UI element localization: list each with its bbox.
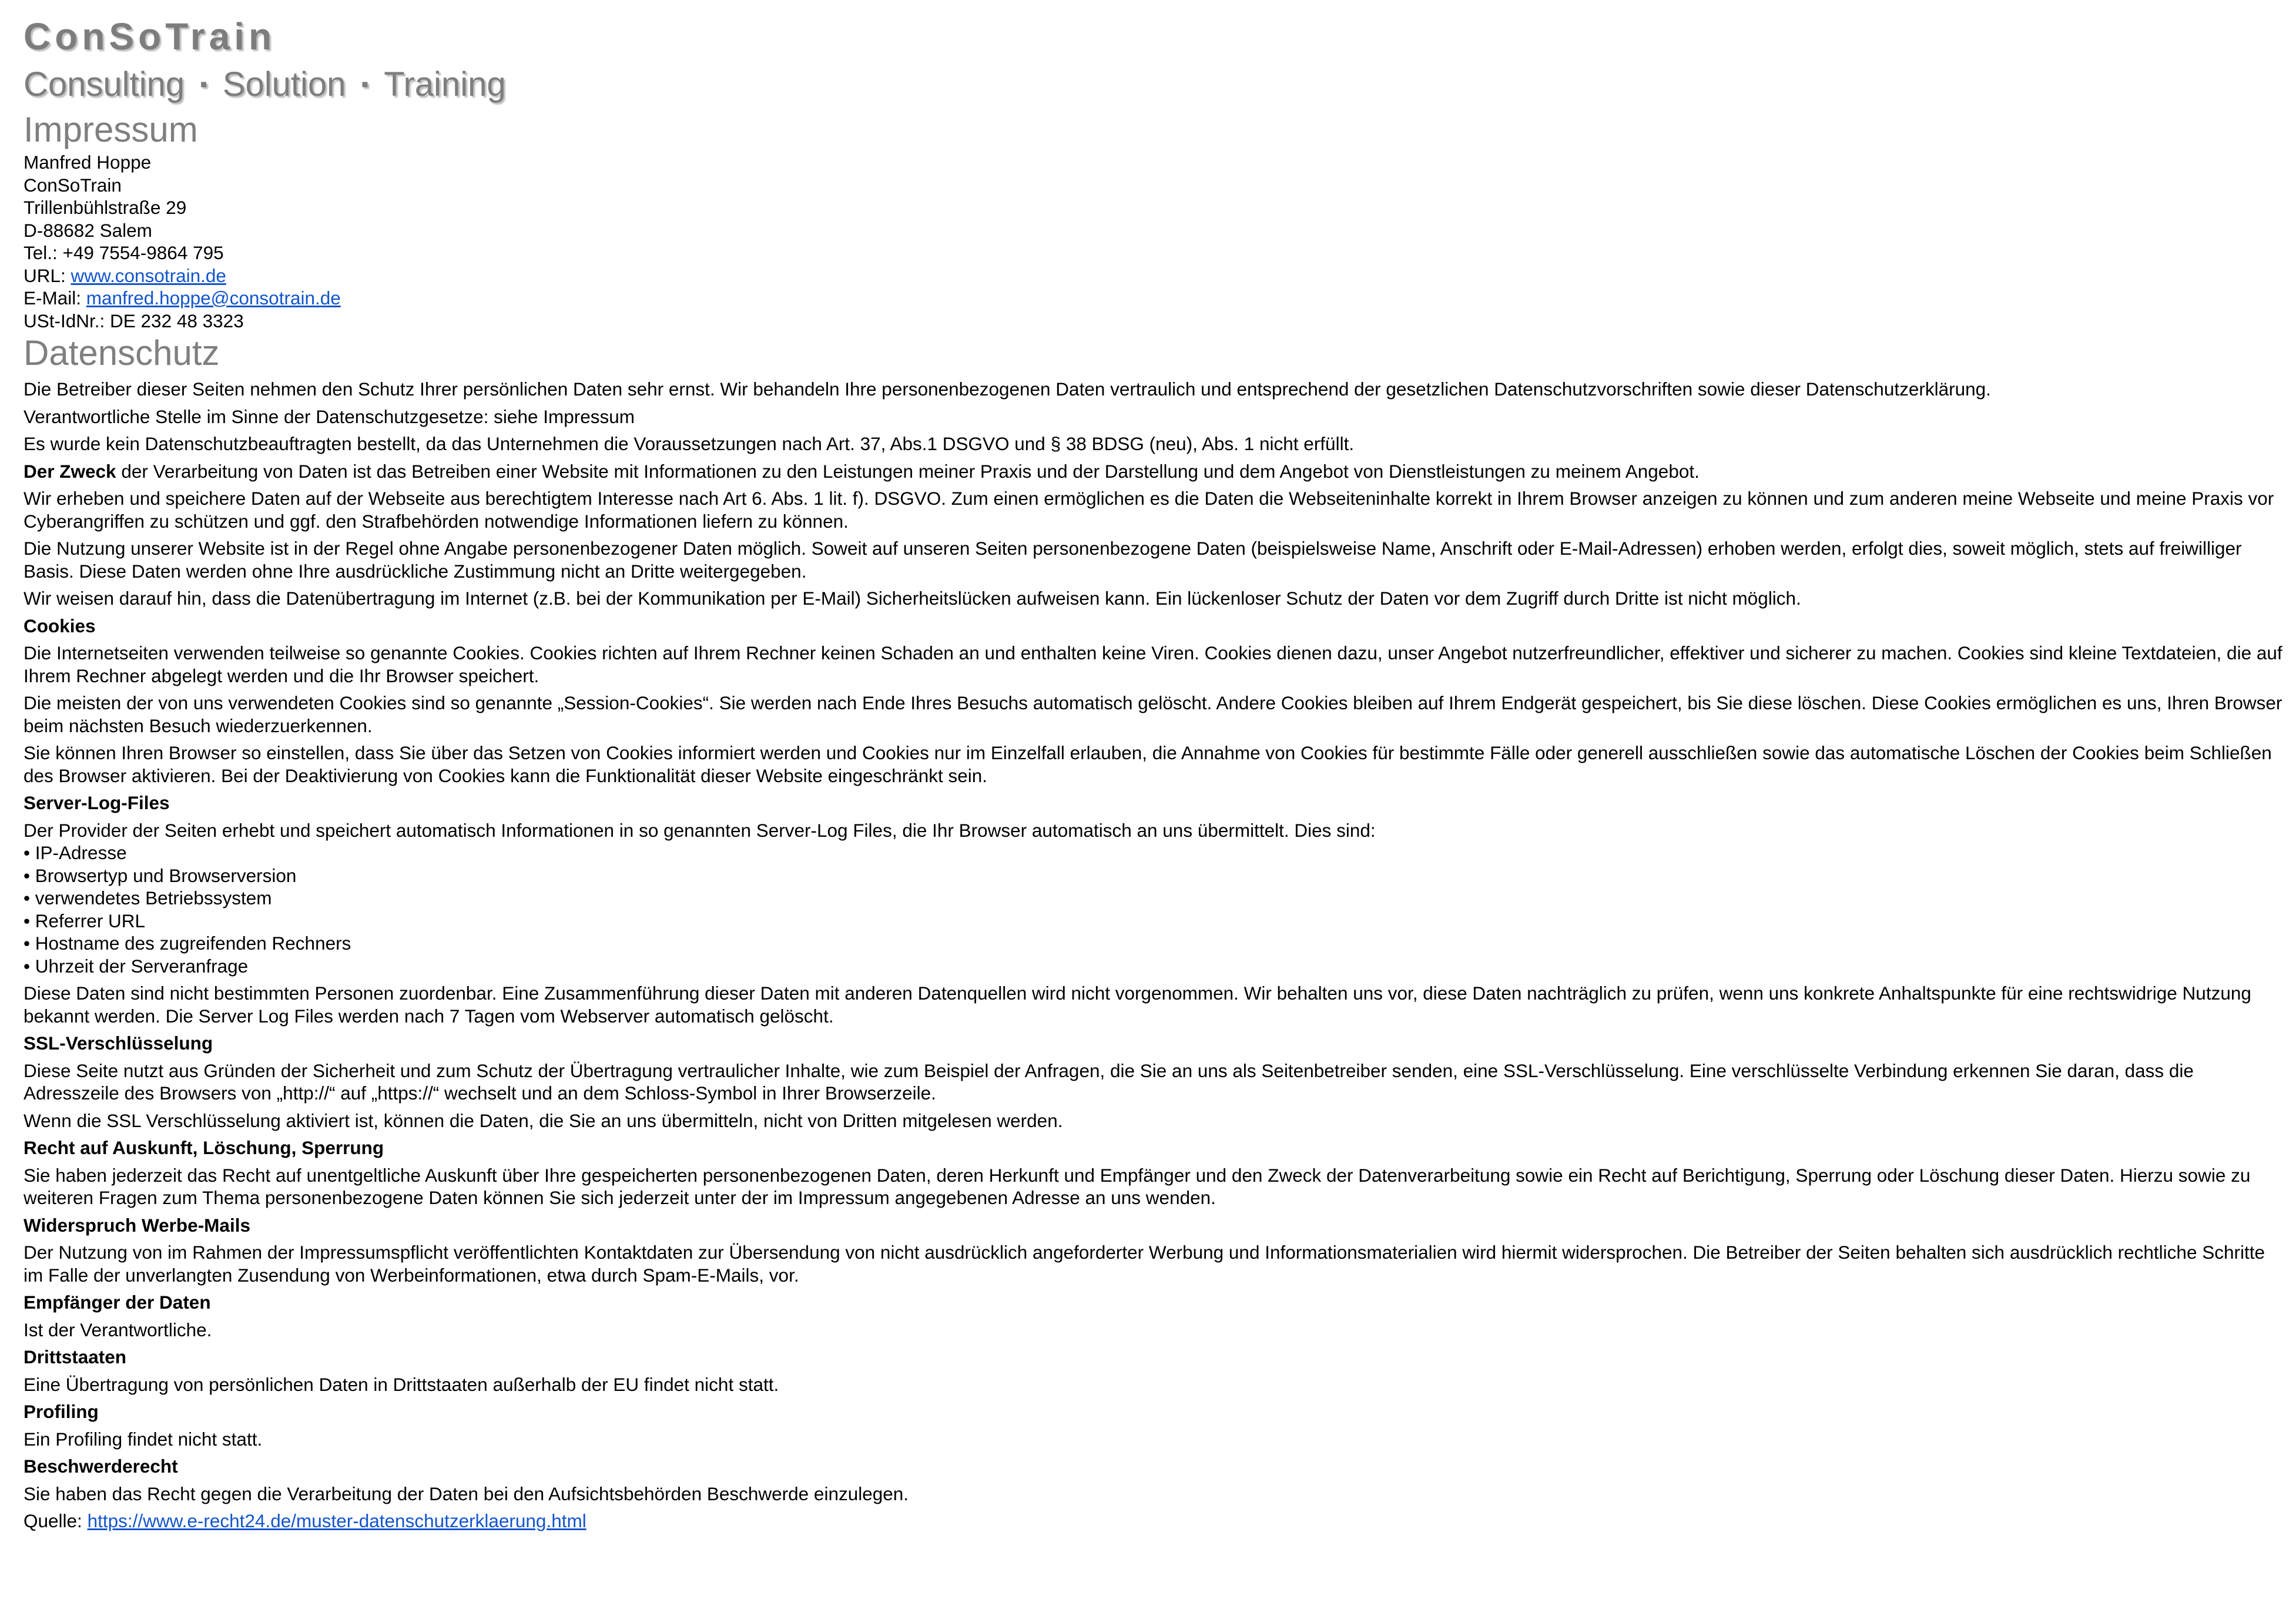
impressum-title: Impressum bbox=[24, 110, 198, 149]
source-link[interactable]: https://www.e-recht24.de/muster-datenschutzerklaerung.html bbox=[87, 1510, 586, 1531]
impressum-block bbox=[24, 151, 2286, 332]
impressum-street: Trillenbühlstraße 29 bbox=[24, 197, 187, 218]
list-item: • IP-Adresse bbox=[24, 842, 127, 863]
impressum-company: ConSoTrain bbox=[24, 174, 122, 196]
list-item: • verwendetes Betriebssystem bbox=[24, 887, 272, 908]
impressum-url-row bbox=[24, 264, 2286, 287]
page bbox=[24, 13, 2286, 1533]
impressum-phone: Tel.: +49 7554-9864 795 bbox=[24, 242, 224, 263]
list-item: • Browsertyp und Browserversion bbox=[24, 864, 297, 886]
list-item: • Referrer URL bbox=[24, 910, 146, 931]
server-logs-heading: Server-Log-Files bbox=[24, 792, 170, 813]
tagline-separator: ▪ bbox=[361, 72, 369, 96]
privacy-intro-paragraph: Die Betreiber dieser Seiten nehmen den Schutz Ihrer persönlichen Daten sehr ernst. Wir behandeln Ihre personenbezogenen Daten vertraulich und entsprechend der gesetzlichen Datenschutzvorschriften sowie dieser Datenschutzerklärung. bbox=[24, 378, 1991, 400]
rights-heading: Recht auf Auskunft, Löschung, Sperrung bbox=[24, 1137, 384, 1158]
profiling-paragraph: Ein Profiling findet nicht statt. bbox=[24, 1428, 263, 1450]
impressum-city: D-88682 Salem bbox=[24, 219, 152, 241]
ssl-paragraph: Wenn die SSL Verschlüsselung aktiviert ist, können die Daten, die Sie an uns übermitteln, nicht von Dritten mitgelesen werden. bbox=[24, 1109, 1063, 1131]
recipient-heading: Empfänger der Daten bbox=[24, 1292, 211, 1313]
tagline-training: Training bbox=[384, 65, 506, 103]
complaint-heading: Beschwerderecht bbox=[24, 1456, 178, 1477]
website-link[interactable]: www.consotrain.de bbox=[71, 264, 226, 286]
datenschutz-title: Datenschutz bbox=[24, 333, 220, 373]
legitimate-interest-paragraph: Wir erheben und speichere Daten auf der Webseite aus berechtigtem Interesse nach Art 6. Abs. 1 lit. f). DSGVO. Zum einen ermöglichen es die Daten die Webseiteninhalte korrekt in Ihrem Browser anzeigen zu können und zum anderen meine Webseite und meine Praxis vor Cyberangriffen zu schützen und ggf. den Strafbehörden notwendige Informationen liefern zu können. bbox=[24, 488, 2274, 532]
security-gap-paragraph: Wir weisen darauf hin, dass die Datenübertragung im Internet (z.B. bei der Kommunikation per E-Mail) Sicherheitslücken aufweisen kann. Ein lückenloser Schutz der Daten vor dem Zugriff durch Dritte ist nicht möglich. bbox=[24, 588, 1801, 609]
list-item: • Hostname des zugreifenden Rechners bbox=[24, 933, 351, 954]
brand-logo: ConSoTrain bbox=[24, 15, 276, 58]
source-row bbox=[24, 1510, 2286, 1533]
impressum-email-row bbox=[24, 287, 2286, 310]
impressum-name: Manfred Hoppe bbox=[24, 152, 152, 173]
profiling-heading: Profiling bbox=[24, 1401, 99, 1422]
purpose-paragraph bbox=[24, 460, 2286, 483]
tagline-solution: Solution bbox=[222, 65, 346, 103]
rights-paragraph: Sie haben jederzeit das Recht auf unentgeltliche Auskunft über Ihre gespeicherten personenbezogenen Daten, deren Herkunft und Empfänger und den Zweck der Datenverarbeitung sowie ein Recht auf Berichtigung, Sperrung oder Löschung dieser Daten. Hierzu sowie zu weiteren Fragen zum Thema personenbezogene Daten können Sie sich jederzeit unter der im Impressum angegebenen Adresse an uns wenden. bbox=[24, 1164, 2251, 1208]
email-label: E-Mail: bbox=[24, 287, 86, 309]
tagline-consulting: Consulting bbox=[24, 65, 185, 103]
cookies-heading: Cookies bbox=[24, 615, 96, 636]
cookies-paragraph: Die Internetseiten verwenden teilweise so genannte Cookies. Cookies richten auf Ihrem Rechner keinen Schaden an und enthalten keine Viren. Cookies dienen dazu, unser Angebot nutzerfreundlicher, effektiver und sicherer zu machen. Cookies sind kleine Textdateien, die auf Ihrem Rechner abgelegt werden und die Ihr Browser speichert. bbox=[24, 642, 2282, 686]
tagline-separator: ▪ bbox=[200, 72, 207, 96]
server-logs-outro: Diese Daten sind nicht bestimmten Personen zuordenbar. Eine Zusammenführung dieser Daten mit anderen Datenquellen wird nicht vorgenommen. Wir behalten uns vor, diese Daten nachträglich zu prüfen, wenn uns konkrete Anhaltspunkte für eine rechtswidrige Nutzung bekannt werden. Die Server Log Files werden nach 7 Tagen vom Webserver automatisch gelöscht. bbox=[24, 983, 2251, 1027]
ad-mail-heading: Widerspruch Werbe-Mails bbox=[24, 1214, 250, 1236]
cookies-paragraph: Die meisten der von uns verwendeten Cookies sind so genannte „Session-Cookies“. Sie werden nach Ende Ihres Besuchs automatisch gelöscht. Andere Cookies bleiben auf Ihrem Endgerät gespeichert, bis Sie diese löschen. Diese Cookies ermöglichen es uns, Ihren Browser beim nächsten Besuch wiederzuerkennen. bbox=[24, 692, 2282, 736]
ssl-heading: SSL-Verschlüsselung bbox=[24, 1032, 213, 1054]
purpose-text: der Verarbeitung von Daten ist das Betreiben einer Website mit Informationen zu den Leistungen meiner Praxis und der Darstellung und dem Angebot von Dienstleistungen zu meinem Angebot. bbox=[116, 460, 1700, 482]
ssl-paragraph: Diese Seite nutzt aus Gründen der Sicherheit und zum Schutz der Übertragung vertraulicher Inhalte, wie zum Beispiel der Anfragen, die Sie an uns als Seitenbetreiber senden, eine SSL-Verschlüsselung. Eine verschlüsselte Verbindung erkennen Sie daran, dass die Adresszeile des Browsers von „http://“ auf „https://“ wechselt und an dem Schloss-Symbol in Ihrer Browserzeile. bbox=[24, 1060, 2194, 1104]
source-label: Quelle: bbox=[24, 1510, 88, 1531]
usage-paragraph: Die Nutzung unserer Website ist in der Regel ohne Angabe personenbezogener Daten möglich. Soweit auf unseren Seiten personenbezogene Daten (beispielsweise Name, Anschrift oder E-Mail-Adressen) erhoben werden, erfolgt dies, soweit möglich, stets auf freiwilliger Basis. Diese Daten werden ohne Ihre ausdrückliche Zustimmung nicht an Dritte weitergegeben. bbox=[24, 538, 2242, 582]
server-logs-intro: Der Provider der Seiten erhebt und speichert automatisch Informationen in so genannten Server-Log Files, die Ihr Browser automatisch an uns übermittelt. Dies sind: bbox=[24, 819, 1376, 841]
tagline bbox=[24, 60, 2286, 109]
dpo-paragraph: Es wurde kein Datenschutzbeauftragten bestellt, da das Unternehmen die Voraussetzungen nach Art. 37, Abs.1 DSGVO und § 38 BDSG (neu), Abs. 1 nicht erfüllt. bbox=[24, 433, 1355, 454]
recipient-paragraph: Ist der Verantwortliche. bbox=[24, 1319, 212, 1340]
impressum-vat: USt-IdNr.: DE 232 48 3323 bbox=[24, 310, 244, 331]
url-label: URL: bbox=[24, 264, 71, 286]
third-countries-heading: Drittstaaten bbox=[24, 1346, 127, 1367]
server-logs-list bbox=[24, 841, 2286, 977]
purpose-bold: Der Zweck bbox=[24, 460, 116, 482]
complaint-paragraph: Sie haben das Recht gegen die Verarbeitung der Daten bei den Aufsichtsbehörden Beschwerde einzulegen. bbox=[24, 1483, 909, 1504]
list-item: • Uhrzeit der Serveranfrage bbox=[24, 955, 249, 977]
cookies-paragraph: Sie können Ihren Browser so einstellen, dass Sie über das Setzen von Cookies informiert werden und Cookies nur im Einzelfall erlauben, die Annahme von Cookies für bestimmte Fälle oder generell ausschließen sowie das automatische Löschen der Cookies beim Schließen des Browser aktivieren. Bei der Deaktivierung von Cookies kann die Funktionalität dieser Website eingeschränkt sein. bbox=[24, 742, 2272, 786]
responsible-paragraph: Verantwortliche Stelle im Sinne der Datenschutzgesetze: siehe Impressum bbox=[24, 405, 635, 427]
email-link[interactable]: manfred.hoppe@consotrain.de bbox=[86, 287, 341, 309]
ad-mail-paragraph: Der Nutzung von im Rahmen der Impressumspflicht veröffentlichten Kontaktdaten zur Übersendung von nicht ausdrücklich angeforderter Werbung und Informationsmaterialien wird hiermit widersprochen. Die Betreiber der Seiten behalten sich ausdrücklich rechtliche Schritte im Falle der unverlangten Zusendung von Werbeinformationen, etwa durch Spam-E-Mails, vor. bbox=[24, 1242, 2265, 1286]
third-countries-paragraph: Eine Übertragung von persönlichen Daten in Drittstaaten außerhalb der EU findet nicht statt. bbox=[24, 1373, 779, 1395]
